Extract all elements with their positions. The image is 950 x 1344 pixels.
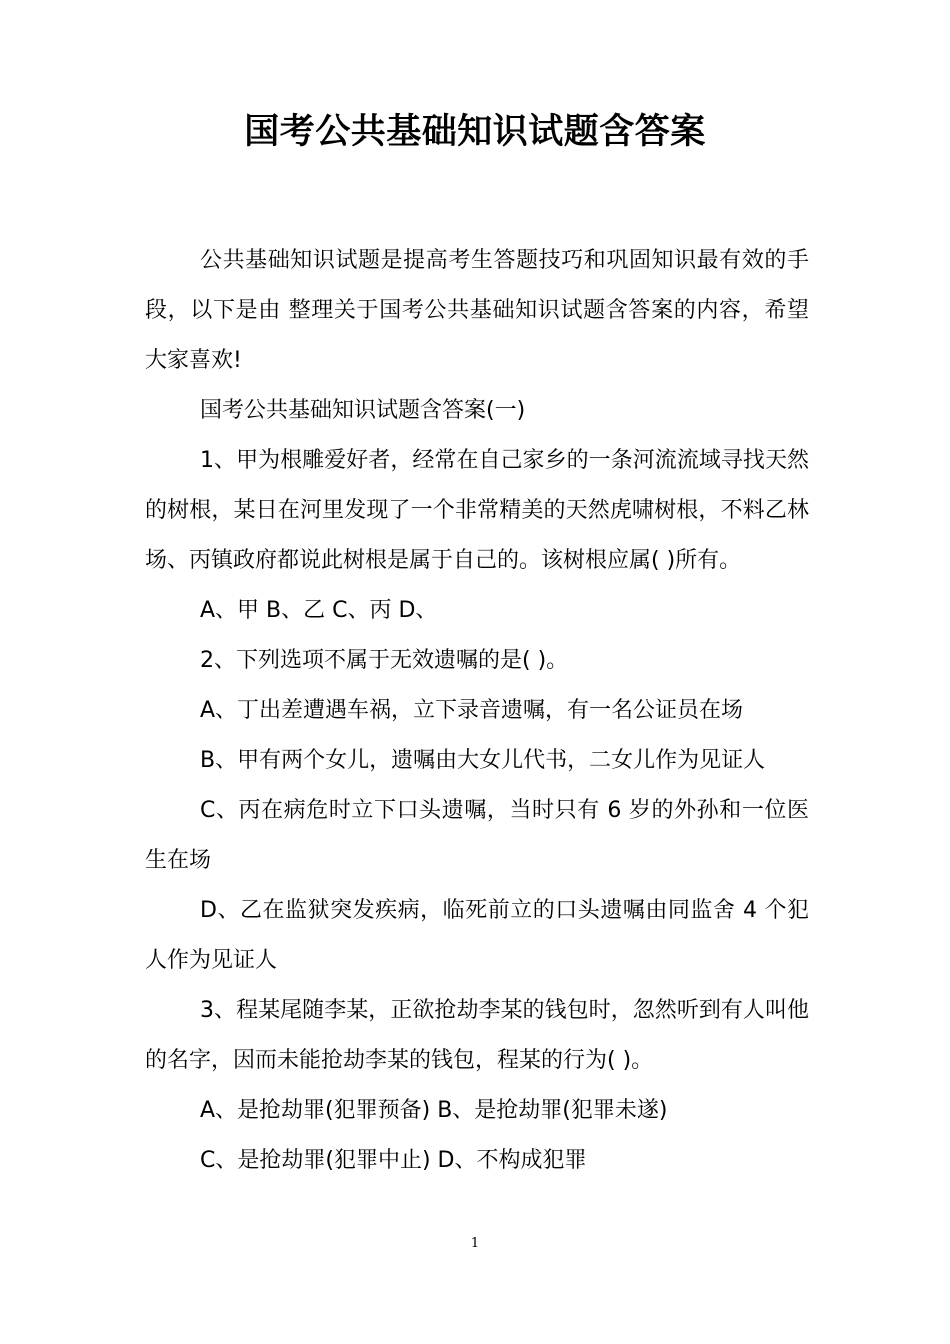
intro-paragraph: 公共基础知识试题是提高考生答题技巧和巩固知识最有效的手段，以下是由 整理关于国考公共基础知识试题含答案的内容，希望大家喜欢! [145,248,809,373]
page-number: 1 [470,1236,480,1251]
document-body [145,236,809,1186]
question-1-options: A、甲 B、乙 C、丙 D、 [200,598,438,623]
question-3-options-ab: A、是抢劫罪(犯罪预备) B、是抢劫罪(犯罪未遂) [200,1098,668,1123]
question-2-option-b: B、甲有两个女儿，遗嘱由大女儿代书，二女儿作为见证人 [200,748,766,773]
section-heading: 国考公共基础知识试题含答案(一) [200,398,526,423]
question-2-option-a: A、丁出差遭遇车祸，立下录音遗嘱，有一名公证员在场 [200,698,744,723]
question-3-options-cd: C、是抢劫罪(犯罪中止) D、不构成犯罪 [200,1148,587,1173]
question-3: 3、程某尾随李某，正欲抢劫李某的钱包时，忽然听到有人叫他的名字，因而未能抢劫李某的钱包，程某的行为( )。 [145,998,809,1073]
question-2: 2、下列选项不属于无效遗嘱的是( )。 [200,648,569,673]
question-1: 1、甲为根雕爱好者，经常在自己家乡的一条河流流域寻找天然的树根，某日在河里发现了一个非常精美的天然虎啸树根，不料乙林场、丙镇政府都说此树根是属于自己的。该树根应属( )所有。 [145,448,809,573]
question-2-option-d: D、乙在监狱突发疾病，临死前立的口头遗嘱由同监舍 4 个犯人作为见证人 [145,898,809,973]
page-title: 国考公共基础知识试题含答案 [244,112,706,152]
question-2-option-c: C、丙在病危时立下口头遗嘱，当时只有 6 岁的外孙和一位医生在场 [145,798,809,873]
